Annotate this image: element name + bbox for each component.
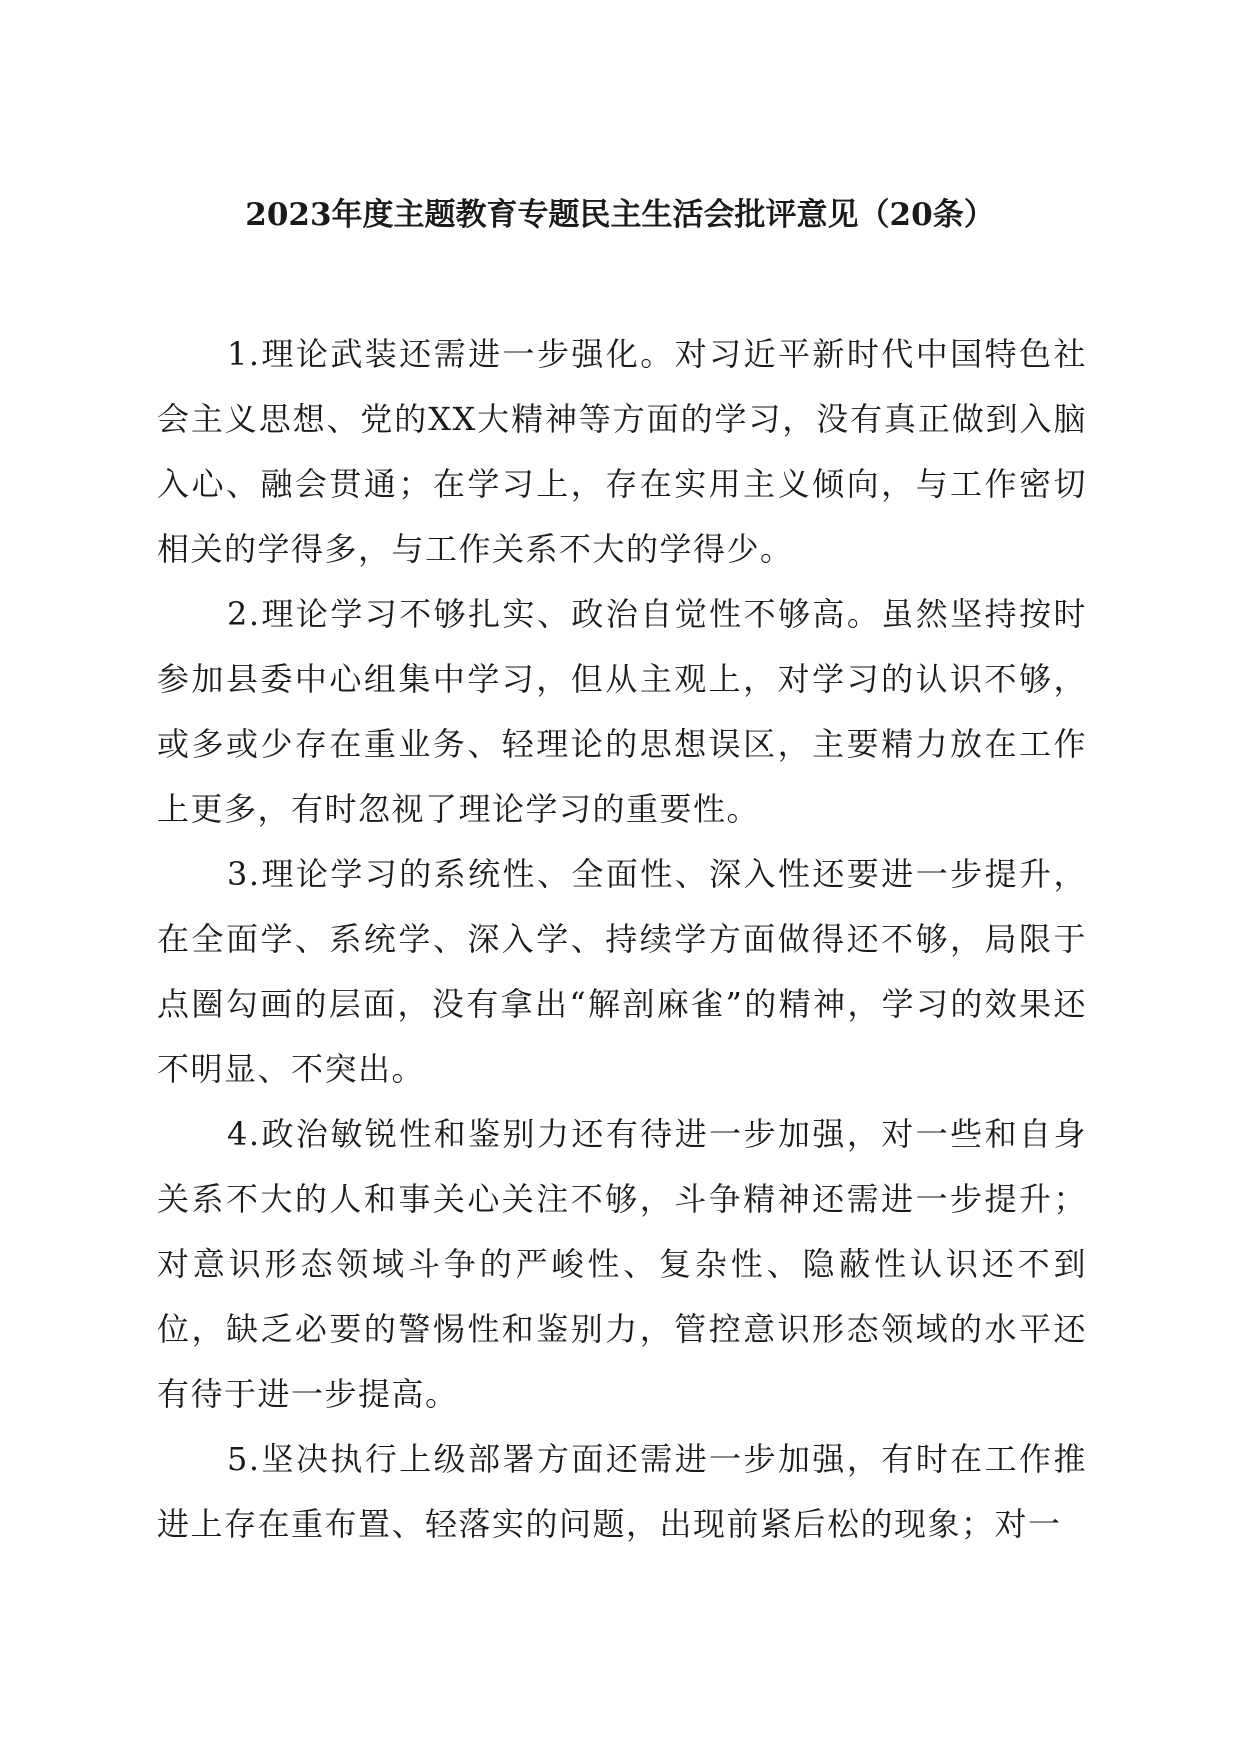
paragraph-4: 4.政治敏锐性和鉴别力还有待进一步加强，对一些和自身关系不大的人和事关心关注不够，斗争精神还需进一步提升；对意识形态领域斗争的严峻性、复杂性、隐蔽性认识还不到位，缺乏必要的警惕性和鉴别力，管控意识形态领域的水平还有待于进一步提高。	[157, 1115, 1087, 1413]
document-body	[157, 322, 1087, 1557]
paragraph-2: 2.理论学习不够扎实、政治自觉性不够高。虽然坚持按时参加县委中心组集中学习，但从主观上，对学习的认识不够，或多或少存在重业务、轻理论的思想误区，主要精力放在工作上更多，有时忽视了理论学习的重要性。	[157, 595, 1087, 828]
paragraph-5: 5.坚决执行上级部署方面还需进一步加强，有时在工作推进上存在重布置、轻落实的问题，出现前紧后松的现象；对一	[157, 1440, 1087, 1543]
paragraph-3: 3.理论学习的系统性、全面性、深入性还要进一步提升，在全面学、系统学、深入学、持续学方面做得还不够，局限于点圈勾画的层面，没有拿出“解剖麻雀”的精神，学习的效果还不明显、不突出。	[157, 855, 1087, 1088]
paragraph-1: 1.理论武装还需进一步强化。对习近平新时代中国特色社会主义思想、党的XX大精神等方面的学习，没有真正做到入脑入心、融会贯通；在学习上，存在实用主义倾向，与工作密切相关的学得多，与工作关系不大的学得少。	[157, 335, 1087, 568]
document-title: 2023年度主题教育专题民主生活会批评意见（20条）	[245, 197, 995, 233]
